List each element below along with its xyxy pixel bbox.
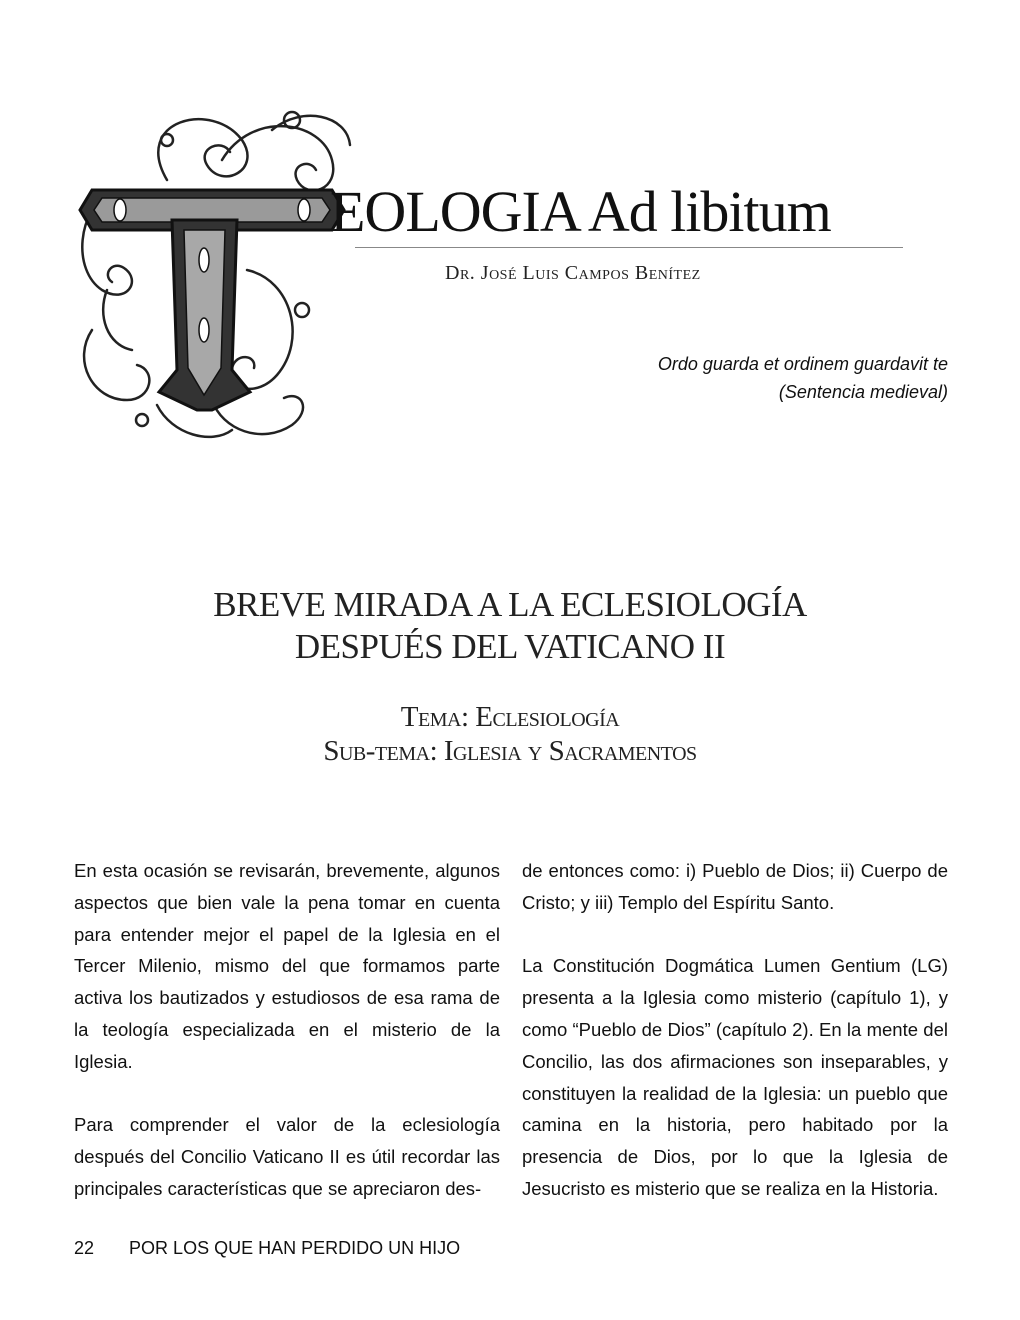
title-divider (355, 247, 903, 248)
article-subtitle (0, 700, 1020, 768)
epigraph (658, 350, 948, 406)
article-title-line-1: BREVE MIRADA A LA ECLESIOLOGÍA (213, 585, 807, 624)
publication-name: POR LOS QUE HAN PERDIDO UN HIJO (129, 1238, 461, 1258)
page-footer (74, 1238, 460, 1259)
author-name: Dr. José Luis Campos Benítez (445, 262, 701, 284)
body-column-right (522, 855, 948, 1237)
article-topic: Tema: Eclesiología (400, 701, 620, 733)
body-column-left (74, 855, 500, 1237)
article-subtopic: Sub-tema: Iglesia y Sacramentos (323, 735, 697, 767)
article-title-line-2: DESPUÉS DEL VATICANO II (294, 627, 726, 666)
epigraph-source: (Sentencia medieval) (778, 382, 948, 402)
epigraph-quote: Ordo guarda et ordinem guardavit te (657, 354, 948, 374)
page-number: 22 (74, 1238, 95, 1258)
paragraph: En esta ocasión se revisarán, brevemente, algunos aspectos que bien vale la pena tomar en cuenta para entender mejor el papel de la Iglesia en el Tercer Milenio, mismo del que formamos parte activa los bautizados y estudiosos de esa rama de la teología especializada en el misterio de la Iglesia. (74, 860, 500, 1072)
paragraph: de entonces como: i) Pueblo de Dios; ii) Cuerpo de Cristo; y iii) Templo del Espíritu Santo. (522, 860, 948, 913)
paragraph: Para comprender el valor de la eclesiología después del Concilio Vaticano II es útil recordar las principales características que se apreciaron des- (74, 1114, 500, 1199)
article-title (0, 584, 1020, 668)
paragraph: La Constitución Dogmática Lumen Gentium (LG) presenta a la Iglesia como misterio (capítulo 1), y como “Pueblo de Dios” (capítulo 2). En la mente del Concilio, las dos afirmaciones son inseparables, y constituyen la realidad de la Iglesia: un pueblo que camina en la historia, pero habitado por la presencia de Dios, por lo que la Iglesia de Jesucristo es misterio que se realiza en la Historia. (522, 955, 948, 1199)
ornamental-t-icon (72, 100, 362, 450)
column-title: EOLOGIA Ad libitum (330, 179, 831, 244)
